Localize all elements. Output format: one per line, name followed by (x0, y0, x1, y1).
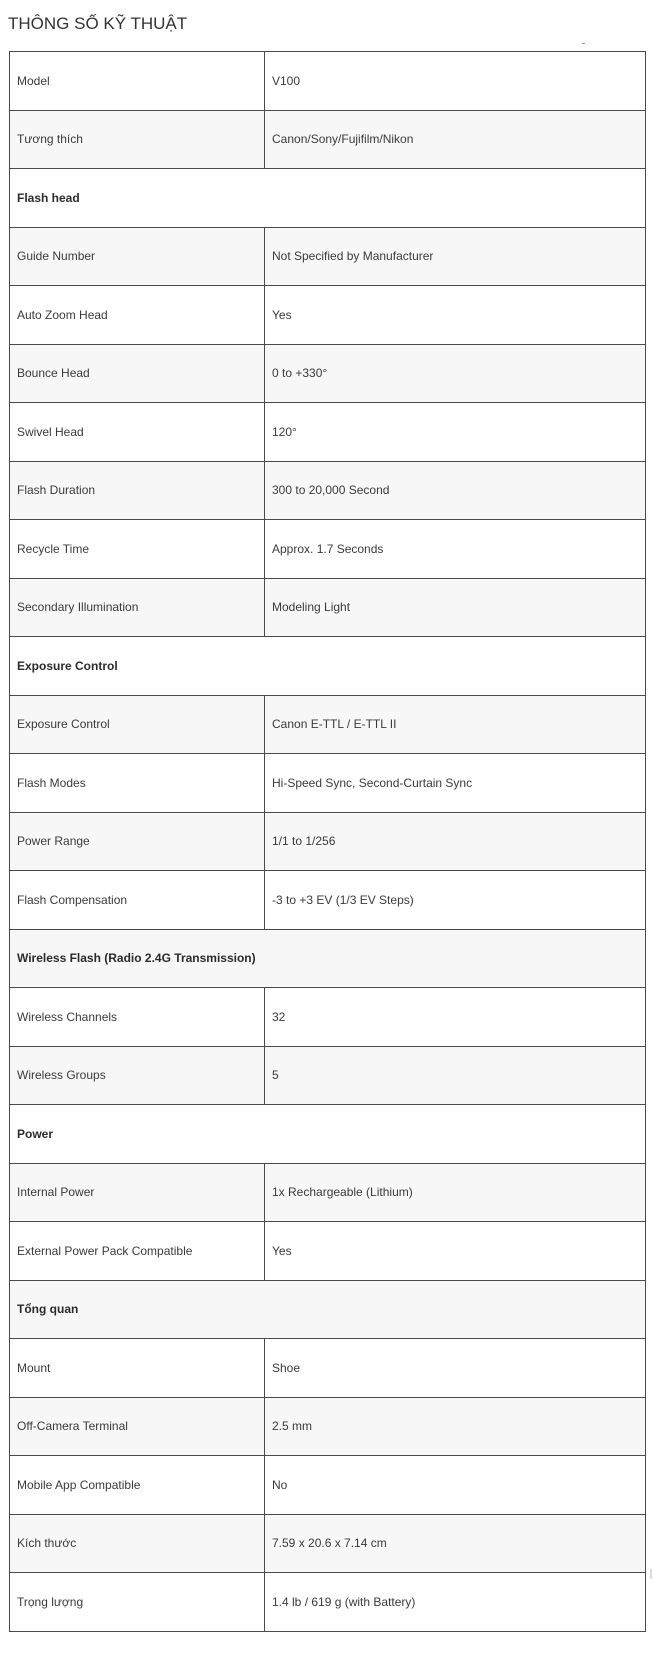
spec-value: 0 to +330° (265, 344, 646, 403)
spec-value: 7.59 x 20.6 x 7.14 cm (265, 1514, 646, 1573)
spec-row (10, 1573, 646, 1632)
spec-value: No (265, 1456, 646, 1515)
spec-label: Guide Number (10, 227, 265, 286)
spec-row (10, 578, 646, 637)
spec-value: Modeling Light (265, 578, 646, 637)
spec-row (10, 344, 646, 403)
spec-label: Recycle Time (10, 520, 265, 579)
section-header-row (10, 169, 646, 228)
spec-row (10, 1339, 646, 1398)
spec-row (10, 1397, 646, 1456)
section-header-row (10, 1105, 646, 1164)
spec-value: -3 to +3 EV (1/3 EV Steps) (265, 871, 646, 930)
spec-row (10, 1046, 646, 1105)
spec-row (10, 1163, 646, 1222)
spec-row (10, 988, 646, 1047)
spec-label: Internal Power (10, 1163, 265, 1222)
section-header-row (10, 1280, 646, 1339)
spec-row (10, 227, 646, 286)
spec-row (10, 871, 646, 930)
spec-value: 120° (265, 403, 646, 462)
spec-row (10, 812, 646, 871)
page-title: THÔNG SỐ KỸ THUẬT (8, 14, 188, 33)
spec-row (10, 286, 646, 345)
spec-label: Wireless Channels (10, 988, 265, 1047)
spec-value: 300 to 20,000 Second (265, 461, 646, 520)
section-header-row (10, 929, 646, 988)
spec-label: Off-Camera Terminal (10, 1397, 265, 1456)
spec-row (10, 461, 646, 520)
spec-label: Trọng lượng (10, 1573, 265, 1632)
spec-label: Mount (10, 1339, 265, 1398)
spec-label: Auto Zoom Head (10, 286, 265, 345)
spec-value: 1/1 to 1/256 (265, 812, 646, 871)
spec-row (10, 754, 646, 813)
spec-label: Flash Duration (10, 461, 265, 520)
spec-value: 2.5 mm (265, 1397, 646, 1456)
spec-value: Shoe (265, 1339, 646, 1398)
spec-label: Model (10, 52, 265, 111)
spec-row (10, 695, 646, 754)
spec-value: 32 (265, 988, 646, 1047)
spec-value: Canon/Sony/Fujifilm/Nikon (265, 110, 646, 169)
spec-label: Bounce Head (10, 344, 265, 403)
spec-label: Tương thích (10, 110, 265, 169)
spec-row (10, 110, 646, 169)
decorative-mark (582, 43, 585, 44)
spec-label: Exposure Control (10, 695, 265, 754)
spec-value: V100 (265, 52, 646, 111)
section-header: Flash head (10, 169, 646, 228)
spec-value: 1x Rechargeable (Lithium) (265, 1163, 646, 1222)
spec-label: External Power Pack Compatible (10, 1222, 265, 1281)
spec-value: Approx. 1.7 Seconds (265, 520, 646, 579)
section-header: Tổng quan (10, 1280, 646, 1339)
spec-label: Kích thước (10, 1514, 265, 1573)
spec-label: Wireless Groups (10, 1046, 265, 1105)
spec-value: Hi-Speed Sync, Second-Curtain Sync (265, 754, 646, 813)
spec-row (10, 1514, 646, 1573)
spec-value: Canon E-TTL / E-TTL II (265, 695, 646, 754)
spec-row (10, 403, 646, 462)
spec-value: 5 (265, 1046, 646, 1105)
section-header: Wireless Flash (Radio 2.4G Transmission) (10, 929, 646, 988)
section-header: Exposure Control (10, 637, 646, 696)
spec-label: Mobile App Compatible (10, 1456, 265, 1515)
spec-value: Yes (265, 1222, 646, 1281)
spec-row (10, 1222, 646, 1281)
specs-table-body (10, 52, 646, 1632)
spec-value: Not Specified by Manufacturer (265, 227, 646, 286)
spec-row (10, 52, 646, 111)
spec-label: Secondary Illumination (10, 578, 265, 637)
spec-row (10, 1456, 646, 1515)
spec-label: Power Range (10, 812, 265, 871)
spec-label: Flash Modes (10, 754, 265, 813)
decorative-edge-mark (650, 1569, 652, 1579)
specs-table (9, 51, 646, 1632)
spec-label: Swivel Head (10, 403, 265, 462)
spec-value: Yes (265, 286, 646, 345)
spec-label: Flash Compensation (10, 871, 265, 930)
spec-value: 1.4 lb / 619 g (with Battery) (265, 1573, 646, 1632)
section-header-row (10, 637, 646, 696)
section-header: Power (10, 1105, 646, 1164)
spec-row (10, 520, 646, 579)
